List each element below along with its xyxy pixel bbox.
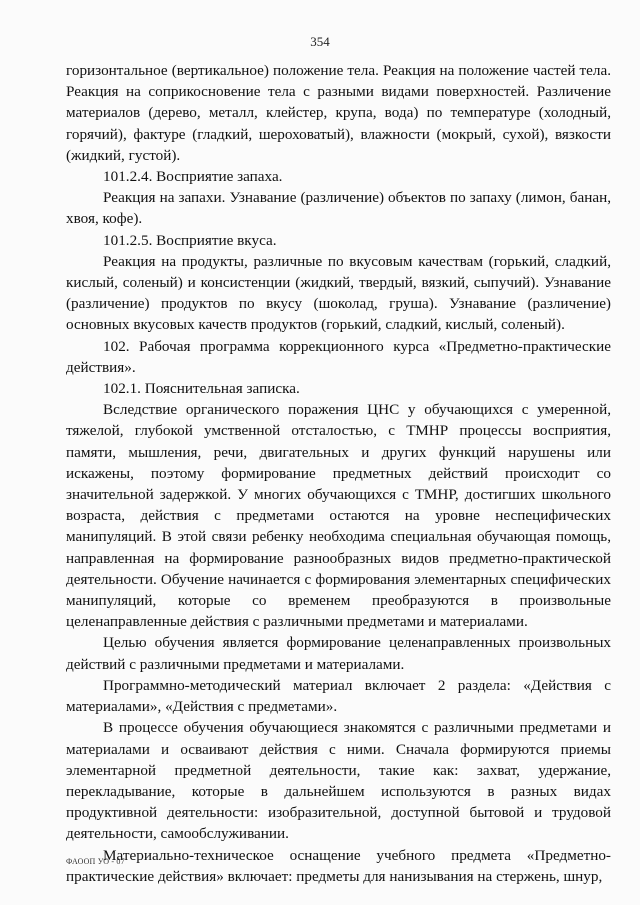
paragraph-taste: Реакция на продукты, различные по вкусовым качествам (горький, сладкий, кислый, соленый) и консистенции (жидкий, твердый, вязкий, сыпучий). Узнавание (различение) продуктов по вкусу (шоколад, груша). Узнавание (различение) основных вкусовых качеств продуктов (горький, сладкий, кислый, соленый). xyxy=(66,252,611,334)
footer-document-code: ФАООП УО - 07 xyxy=(66,857,125,866)
section-heading-note: 102.1. Пояснительная записка. xyxy=(103,380,300,398)
page-number: 354 xyxy=(310,34,330,49)
paragraph-process: В процессе обучения обучающиеся знакомятся с различными предметами и материалами и осваивают действия с ними. Сначала формируются приемы элементарной предметной деятельности, такие как: захват, удержание, перекладывание, которые в дальнейшем используются в разных видах продуктивной деятельности: изобразительной, доступной бытовой и трудовой деятельности, самообслуживании. xyxy=(66,719,611,843)
section-heading-program: 102. Рабочая программа коррекционного курса «Предметно-практические действия». xyxy=(66,337,611,376)
body-text xyxy=(66,60,611,887)
paragraph-equipment: Материально-техническое оснащение учебного предмета «Предметно-практические действия» включает: предметы для нанизывания на стержень, шнур, xyxy=(66,846,611,885)
paragraph-smell: Реакция на запахи. Узнавание (различение) объектов по запаху (лимон, банан, хвоя, кофе). xyxy=(66,189,611,228)
paragraph-continuation: горизонтальное (вертикальное) положение тела. Реакция на положение частей тела. Реакция на соприкосновение тела с разными видами поверхностей. Различение материалов (дерево, металл, клейстер, крупа, вода) по температуре (холодный, горячий), фактуре (гладкий, шероховатый), влажности (мокрый, сухой), вязкости (жидкий, густой). xyxy=(66,62,611,164)
paragraph-goal: Целью обучения является формирование целенаправленных произвольных действий с различными предметами и материалами. xyxy=(66,634,611,673)
paragraph-cns: Вследствие органического поражения ЦНС у обучающихся с умеренной, тяжелой, глубокой умственной отсталостью, с ТМНР процессы восприятия, памяти, мышления, речи, двигательных и других функций нарушены или искажены, поэтому формирование предметных действий происходит со значительной задержкой. У многих обучающихся с ТМНР, достигших школьного возраста, действия с предметами остаются на уровне неспецифических манипуляций. В этой связи ребенку необходима специальная обучающая помощь, направленная на формирование разнообразных видов предметно-практической деятельности. Обучение начинается с формирования элементарных специфических манипуляций, которые со временем преобразуются в произвольные целенаправленные действия с различными предметами и материалами. xyxy=(66,401,611,631)
section-heading-smell: 101.2.4. Восприятие запаха. xyxy=(103,168,283,186)
paragraph-sections: Программно-методический материал включает 2 раздела: «Действия с материалами», «Действия с предметами». xyxy=(66,676,611,716)
section-heading-taste: 101.2.5. Восприятие вкуса. xyxy=(103,231,277,249)
